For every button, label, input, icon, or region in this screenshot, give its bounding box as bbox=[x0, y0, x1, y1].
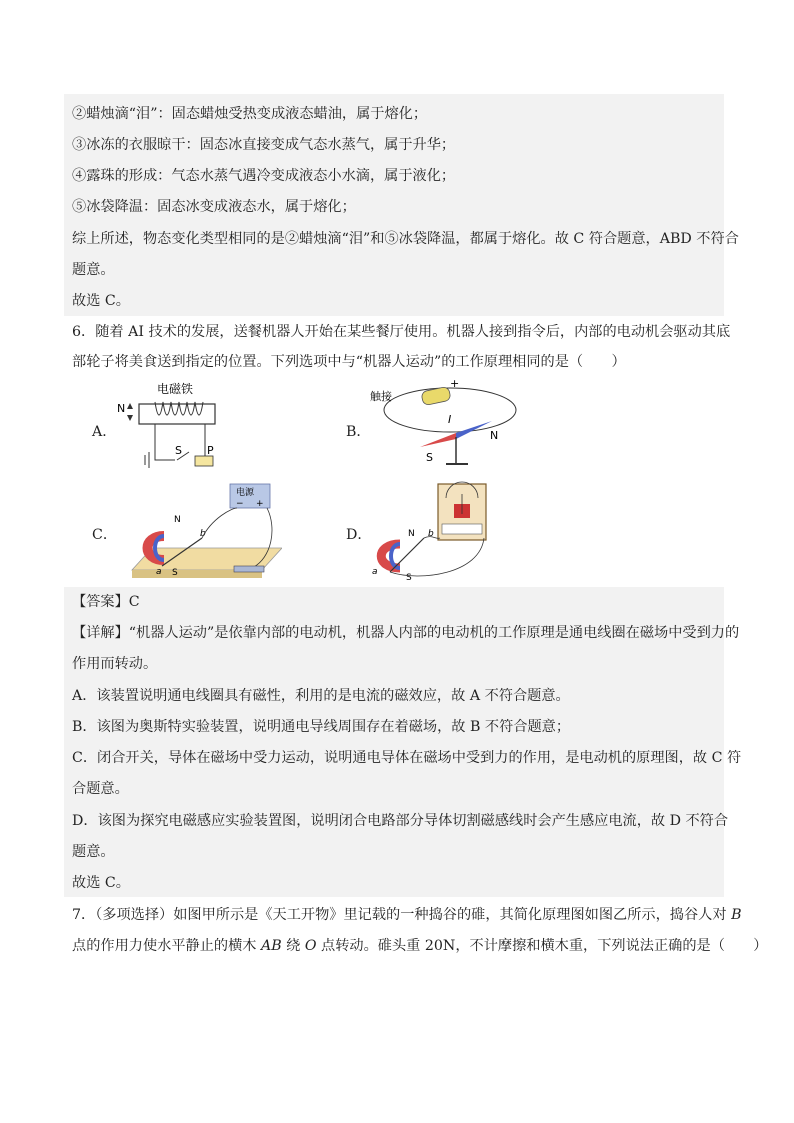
point-o: O bbox=[304, 938, 317, 954]
answer-line: 故选 C。 bbox=[72, 875, 130, 891]
fig-c-b: b bbox=[200, 529, 206, 539]
fig-a-s-switch: S bbox=[175, 444, 182, 457]
fig-d-s-pole: S bbox=[406, 573, 412, 583]
fig-c-a: a bbox=[156, 567, 162, 577]
fig-a-p: P bbox=[207, 444, 214, 457]
analysis-line: ⑤冰袋降温：固态冰变成液态水，属于熔化； bbox=[72, 199, 356, 215]
fig-b-n-pole: N bbox=[490, 429, 499, 442]
fig-c-n-pole: N bbox=[174, 515, 181, 525]
question-6-stem: 6．随着 AI 技术的发展，送餐机器人开始在某些餐厅使用。机器人接到指令后，内部的电动机会驱动其底 bbox=[72, 324, 731, 340]
answer-line: B．该图为奥斯特实验装置，说明通电导线周围存在着磁场，故 B 不符合题意； bbox=[72, 719, 571, 735]
analysis-line: 故选 C。 bbox=[72, 293, 130, 309]
fig-b-plus: + bbox=[450, 377, 460, 390]
question-7-text: 绕 bbox=[286, 938, 301, 954]
fig-d-n-pole: N bbox=[408, 529, 415, 539]
fig-a-title: 电磁铁 bbox=[156, 382, 194, 396]
point-b: B bbox=[731, 907, 742, 923]
figure-a-electromagnet bbox=[115, 380, 225, 475]
fig-c-minus: − bbox=[236, 499, 244, 509]
option-a-label: A． bbox=[92, 424, 117, 440]
analysis-line: ④露珠的形成：气态水蒸气遇冷变成液态小水滴，属于液化； bbox=[72, 168, 456, 184]
answer-line: 【答案】C bbox=[72, 594, 140, 610]
question-7-text: 点的作用力使水平静止的横木 bbox=[72, 938, 257, 954]
question-7-text: 7．（多项选择）如图甲所示是《天工开物》里记载的一种捣谷的碓，其简化原理图如图乙所示，捣谷人对 bbox=[72, 907, 727, 923]
fig-c-power: 电源 bbox=[236, 488, 255, 498]
answer-line: 【详解】“机器人运动”是依靠内部的电动机，机器人内部的电动机的工作原理是通电线圈在磁场中受到力的 bbox=[72, 625, 740, 641]
fig-b-current: I bbox=[448, 413, 452, 426]
option-c-label: C． bbox=[92, 527, 118, 543]
question-7-text: 点转动。碓头重 20N，不计摩擦和横木重，下列说法正确的是（ ） bbox=[321, 938, 768, 954]
analysis-line: 综上所述，物态变化类型相同的是②蜡烛滴“泪”和⑤冰袋降温，都属于熔化。故 C 符合题意，ABD 不符合 bbox=[72, 231, 739, 247]
question-7-stem bbox=[72, 936, 767, 956]
fig-a-n-pole: N bbox=[117, 402, 126, 415]
answer-line: A．该装置说明通电线圈具有磁性，利用的是电流的磁效应，故 A 不符合题意。 bbox=[72, 688, 570, 704]
option-d-label: D． bbox=[346, 527, 372, 543]
figure-d-induction bbox=[370, 474, 520, 584]
fig-b-s-pole: S bbox=[426, 451, 433, 464]
answer-line: C．闭合开关，导体在磁场中受力运动，说明通电导体在磁场中受到力的作用，是电动机的原理图，故 C 符 bbox=[72, 750, 742, 766]
figure-b-oersted bbox=[370, 375, 520, 470]
figure-c-motor bbox=[112, 478, 282, 583]
fig-c-plus: + bbox=[256, 499, 264, 509]
analysis-line: ②蜡烛滴“泪”：固态蜡烛受热变成液态蜡油，属于熔化； bbox=[72, 106, 428, 122]
fig-d-a: a bbox=[372, 567, 378, 577]
fig-c-s-pole: S bbox=[172, 568, 178, 578]
answer-line: 合题意。 bbox=[72, 781, 129, 797]
fig-d-b: b bbox=[428, 529, 434, 539]
analysis-line: 题意。 bbox=[72, 262, 115, 278]
question-6-stem: 部轮子将美食送到指定的位置。下列选项中与“机器人运动”的工作原理相同的是（ ） bbox=[72, 354, 626, 370]
analysis-line: ③冰冻的衣服晾干：固态冰直接变成气态水蒸气，属于升华； bbox=[72, 137, 456, 153]
answer-line: D．该图为探究电磁感应实验装置图，说明闭合电路部分导体切割磁感线时会产生感应电流，故 D 不符合 bbox=[72, 813, 729, 829]
fig-b-touch: 触接 bbox=[370, 390, 392, 403]
answer-line: 题意。 bbox=[72, 844, 115, 860]
beam-ab: AB bbox=[260, 938, 282, 954]
question-7-stem bbox=[72, 905, 742, 925]
option-b-label: B． bbox=[346, 424, 371, 440]
answer-line: 作用而转动。 bbox=[72, 656, 158, 672]
